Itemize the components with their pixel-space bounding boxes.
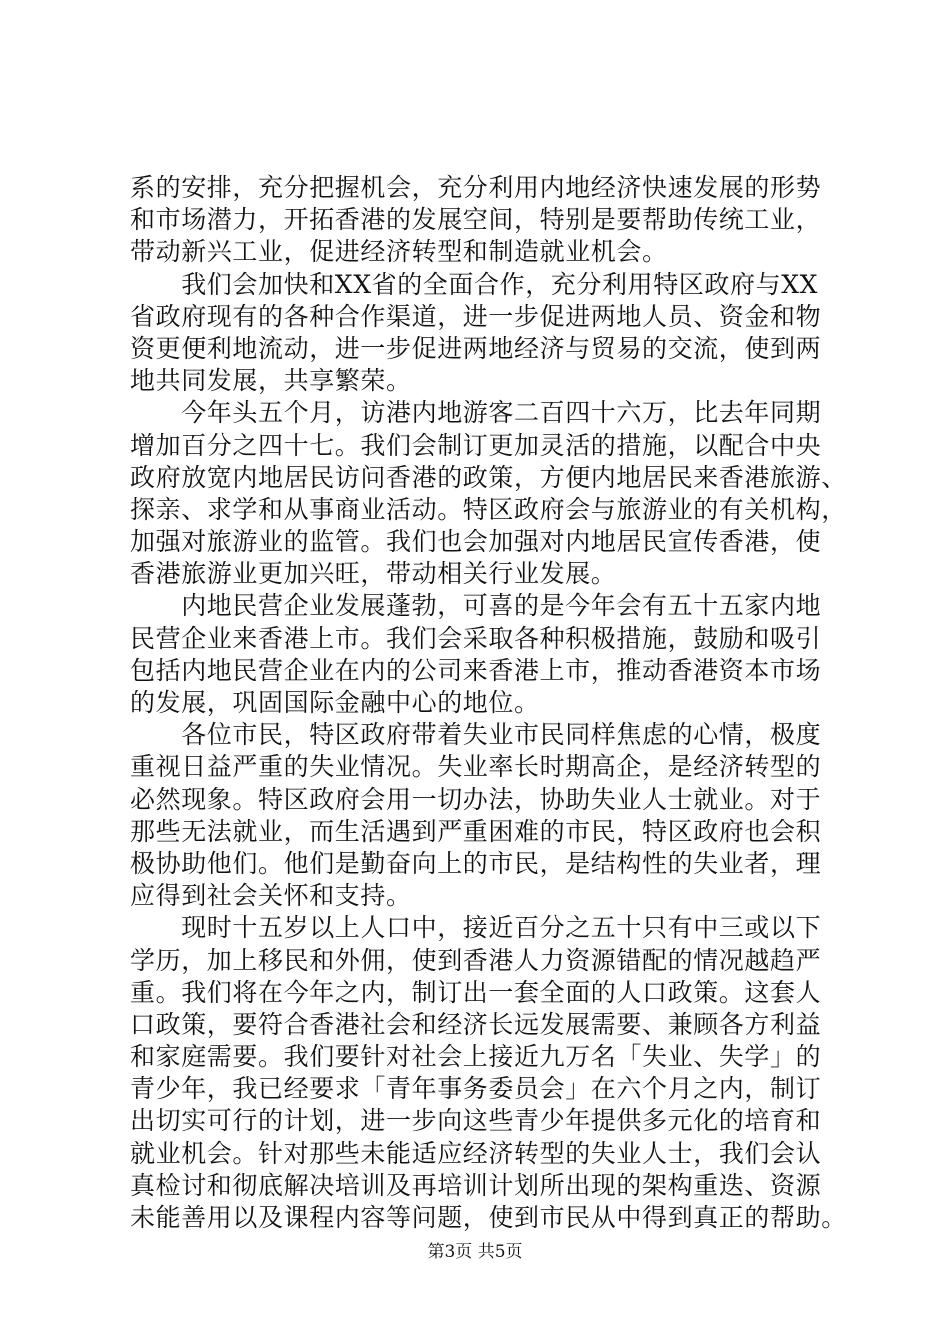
text-line: 真检讨和彻底解决培训及再培训计划所出现的架构重迭、资源 <box>130 1170 822 1200</box>
text-line: 出切实可行的计划，进一步向这些青少年提供多元化的培育和 <box>130 1106 822 1136</box>
text-line: 就业机会。针对那些未能适应经济转型的失业人士，我们会认 <box>130 1138 822 1168</box>
text-line: 增加百分之四十七。我们会制订更加灵活的措施，以配合中央 <box>130 430 822 460</box>
text-line: 青少年，我已经要求「青年事务委员会」在六个月之内，制订 <box>130 1074 822 1104</box>
text-line: 今年头五个月，访港内地游客二百四十六万，比去年同期 <box>130 398 822 428</box>
text-line: 省政府现有的各种合作渠道，进一步促进两地人员、资金和物 <box>130 301 822 331</box>
text-line: 资更便利地流动，进一步促进两地经济与贸易的交流，使到两 <box>130 333 822 363</box>
text-line: 的发展，巩固国际金融中心的地位。 <box>130 688 540 717</box>
text-line: 我们会加快和XX省的全面合作，充分利用特区政府与XX <box>130 269 818 299</box>
text-line: 口政策，要符合香港社会和经济长远发展需要、兼顾各方利益 <box>130 1009 822 1039</box>
text-line: 应得到社会关怀和支持。 <box>130 881 412 911</box>
page-footer: 第3页 共5页 <box>427 1242 523 1262</box>
text-line: 民营企业来香港上市。我们会采取各种积极措施，鼓励和吸引 <box>130 623 822 653</box>
text-line: 包括内地民营企业在内的公司来香港上市，推动香港资本市场 <box>130 655 822 685</box>
text-line: 香港旅游业更加兴旺，带动相关行业发展。 <box>130 559 617 589</box>
text-line: 地共同发展，共享繁荣。 <box>130 366 412 396</box>
text-line: 重。我们将在今年之内，制订出一套全面的人口政策。这套人 <box>130 977 822 1007</box>
text-line: 极协助他们。他们是勤奋向上的市民，是结构性的失业者，理 <box>130 848 822 878</box>
text-line: 未能善用以及课程内容等问题，使到市民从中得到真正的帮助。 <box>130 1203 847 1232</box>
text-line: 内地民营企业发展蓬勃，可喜的是今年会有五十五家内地 <box>130 591 822 621</box>
text-line: 探亲、求学和从事商业活动。特区政府会与旅游业的有关机构， <box>130 494 847 524</box>
text-line: 系的安排，充分把握机会，充分利用内地经济快速发展的形势 <box>130 173 822 202</box>
text-line: 那些无法就业，而生活遇到严重困难的市民，特区政府也会积 <box>130 816 822 846</box>
text-line: 和市场潜力，开拓香港的发展空间，特别是要帮助传统工业， <box>130 205 822 235</box>
text-line: 政府放宽内地居民访问香港的政策，方便内地居民来香港旅游、 <box>130 462 847 492</box>
body-text <box>130 172 847 1234</box>
text-line: 学历，加上移民和外佣，使到香港人力资源错配的情况越趋严 <box>130 945 822 975</box>
text-line: 带动新兴工业，促进经济转型和制造就业机会。 <box>130 237 668 267</box>
text-line: 必然现象。特区政府会用一切办法，协助失业人士就业。对于 <box>130 784 822 814</box>
text-line: 现时十五岁以上人口中，接近百分之五十只有中三或以下 <box>130 913 822 943</box>
text-line: 重视日益严重的失业情况。失业率长时期高企，是经济转型的 <box>130 752 822 782</box>
text-line: 和家庭需要。我们要针对社会上接近九万名「失业、失学」的 <box>130 1042 822 1072</box>
text-line: 加强对旅游业的监管。我们也会加强对内地居民宣传香港，使 <box>130 527 822 557</box>
text-line: 各位市民，特区政府带着失业市民同样焦虑的心情，极度 <box>130 720 822 750</box>
